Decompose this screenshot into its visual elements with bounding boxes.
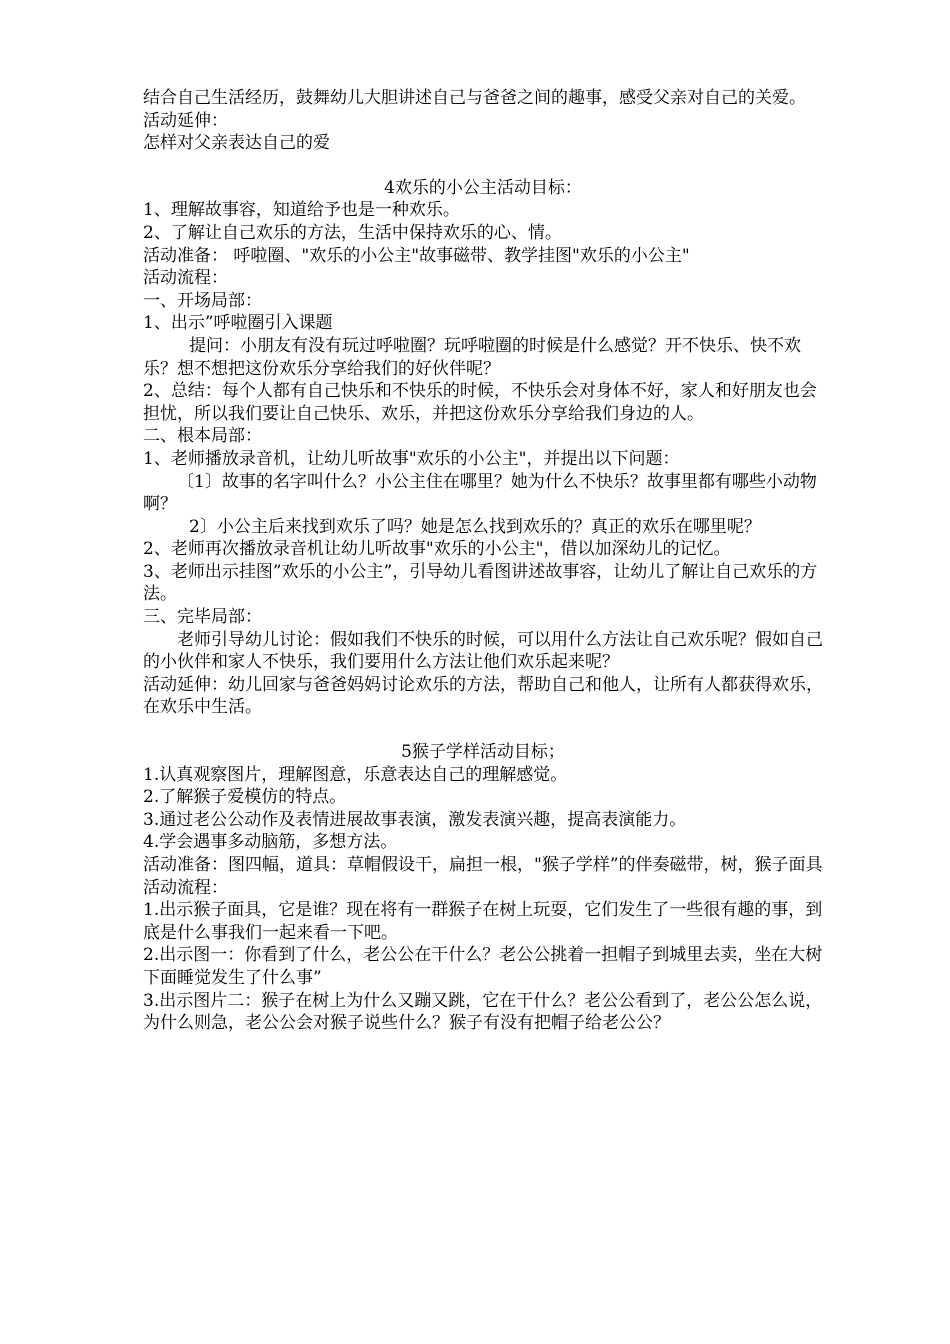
s4-part2-question1: 〔1〕故事的名字叫什么？小公主住在哪里？她为什么不快乐？故事里都有哪些小动物啊？	[143, 471, 817, 515]
s5-preparation: 活动准备：图四幅，道具：草帽假设干，扁担一根，"猴子学样”的伴奏磁带，树，猴子面具	[143, 855, 823, 875]
s4-part2-item1: 1、老师播放录音机，让幼儿听故事"欢乐的小公主"，并提出以下问题：	[143, 448, 680, 469]
s4-part3-discussion: 老师引导幼儿讨论：假如我们不快乐的时候，可以用什么方法让自己欢乐呢？假如自己的小伙伴和家人不快乐，我们要用什么方法让他们欢乐起来呢？	[143, 629, 823, 673]
s4-part1-item1: 1、出示”呼啦圈引入课题	[143, 313, 333, 334]
s5-step-3: 3.出示图片二：猴子在树上为什么又蹦又跳，它在干什么？老公公看到了，老公公怎么说，为什么则急，老公公会对猴子说些什么？猴子有没有把帽子给老公公？	[143, 990, 823, 1034]
s4-part2-question2: 2〕小公主后来找到欢乐了吗？她是怎么找到欢乐的？真正的欢乐在哪里呢？	[189, 516, 761, 537]
s5-flow-heading: 活动流程：	[143, 877, 228, 898]
s4-part2-heading: 二、根本局部：	[143, 426, 262, 447]
s4-part1-item2: 2、总结：每个人都有自己快乐和不快乐的时候，不快乐会对身体不好，家人和好朋友也会担忧，所以我们要让自己快乐、欢乐，并把这份欢乐分享给我们身边的人。	[143, 381, 817, 424]
intro-paragraph: 结合自己生活经历，鼓舞幼儿大胆讲述自己与爸爸之间的趣事，感受父亲对自己的关爱。	[143, 88, 806, 108]
s4-part1-question: 提问：小朋友有没有玩过呼啦圈？玩呼啦圈的时候是什么感觉？开不快乐、快不欢乐？想不想把这份欢乐分享给我们的好伙伴呢？	[143, 335, 801, 379]
s5-goal-3: 3.通过老公公动作及表情进展故事表演，激发表演兴趣，提高表演能力。	[143, 809, 687, 830]
s4-part2-item2: 2、老师再次播放录音机让幼儿听故事"欢乐的小公主"，借以加深幼儿的记忆。	[143, 539, 731, 560]
extension-label: 活动延伸：	[143, 110, 228, 131]
s5-step-2: 2.出示图一：你看到了什么，老公公在干什么？老公公挑着一担帽子到城里去卖，坐在大树下面睡觉发生了什么事”	[143, 945, 823, 988]
s4-preparation: 活动准备： 呼啦圈、"欢乐的小公主"故事磁带、教学挂图"欢乐的小公主"	[143, 245, 690, 266]
s4-extension: 活动延伸：幼儿回家与爸爸妈妈讨论欢乐的方法，帮助自己和他人，让所有人都获得欢乐，在欢乐中生活。	[143, 674, 823, 718]
section4-title: 4欢乐的小公主活动目标：	[384, 177, 582, 198]
s4-part2-item3: 3、老师出示挂图”欢乐的小公主”，引导幼儿看图讲述故事容，让幼儿了解让自己欢乐的方法。	[143, 561, 818, 605]
s4-goal-1: 1、理解故事容，知道给予也是一种欢乐。	[143, 200, 460, 221]
s4-flow-heading: 活动流程：	[143, 268, 228, 289]
s5-step-1: 1.出示猴子面具，它是谁？现在将有一群猴子在树上玩耍，它们发生了一些很有趣的事，到底是什么事我们一起来看一下吧。	[143, 900, 823, 943]
section5-title: 5猴子学样活动目标；	[401, 742, 565, 763]
s5-goal-2: 2.了解猴子爱模仿的特点。	[143, 787, 347, 808]
document-page	[143, 87, 823, 1035]
s5-goal-4: 4.学会遇事多动脑筋，多想方法。	[143, 832, 398, 853]
extension-text: 怎样对父亲表达自己的爱	[143, 133, 330, 154]
s4-part1-heading: 一、开场局部：	[143, 290, 262, 311]
s5-goal-1: 1.认真观察图片，理解图意，乐意表达自己的理解感觉。	[143, 764, 568, 785]
s4-part3-heading: 三、完毕局部：	[143, 607, 262, 628]
s4-goal-2: 2、了解让自己欢乐的方法，生活中保持欢乐的心、情。	[143, 222, 562, 243]
